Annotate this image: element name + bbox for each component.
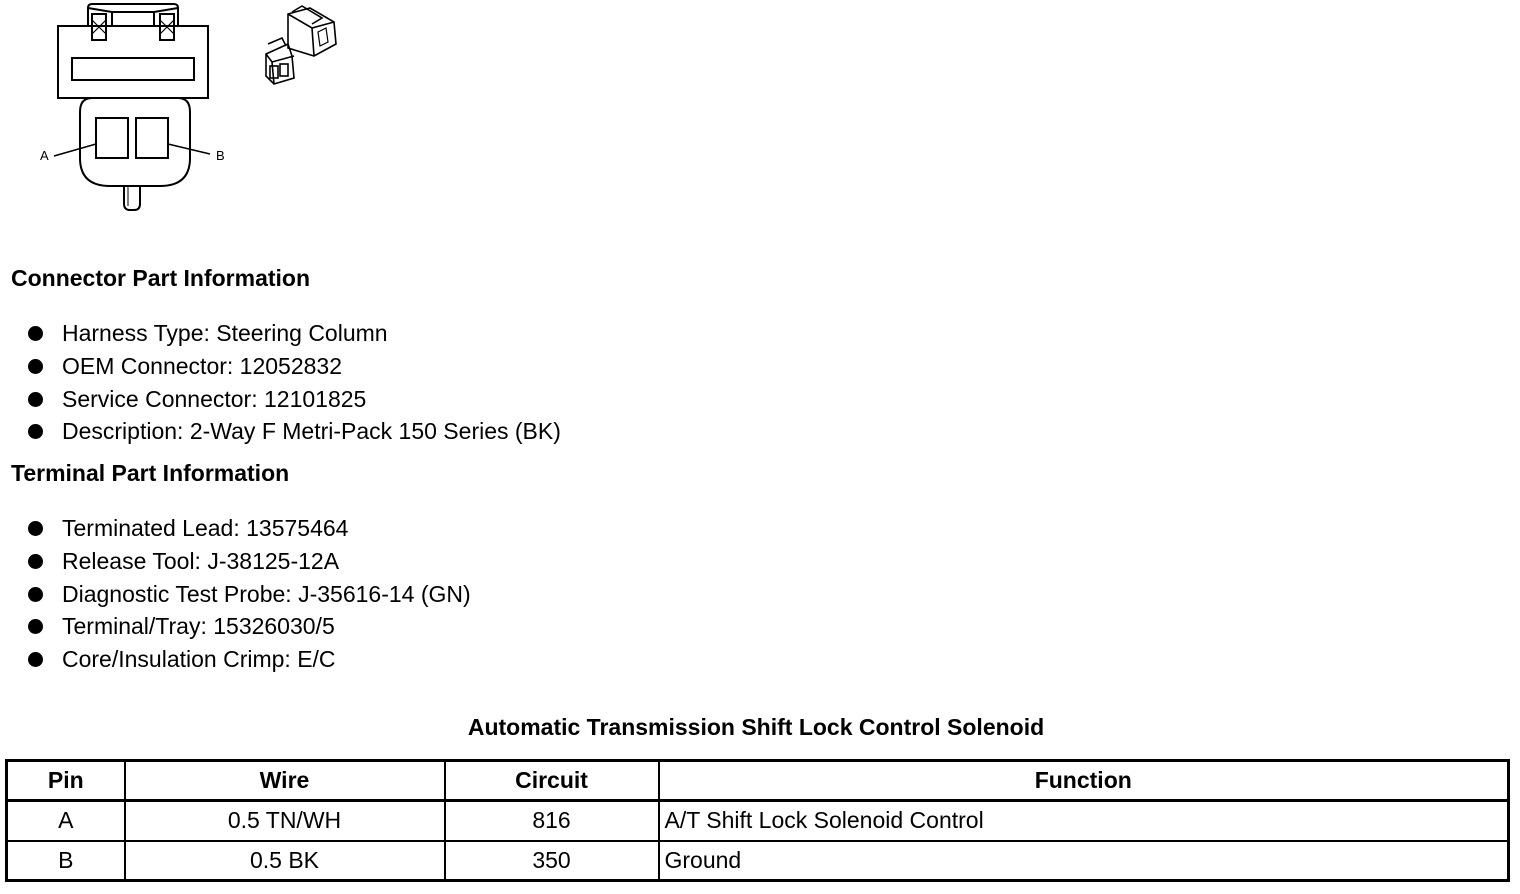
connector-face-diagram [30,0,240,215]
bullet-icon [28,424,43,439]
bullet-icon [28,359,43,374]
cell-function: A/T Shift Lock Solenoid Control [659,801,1509,841]
bullet-icon [28,652,43,667]
column-header-function: Function [659,761,1509,801]
list-item: Description: 2-Way F Metri-Pack 150 Series (BK) [28,415,561,448]
list-item: Core/Insulation Crimp: E/C [28,643,471,676]
bullet-icon [28,619,43,634]
connector-info-heading: Connector Part Information [11,265,311,291]
table-row [7,801,1509,841]
pin-table [5,759,1510,882]
column-header-circuit: Circuit [445,761,659,801]
bullet-icon [28,392,43,407]
cell-wire: 0.5 BK [125,841,445,881]
cell-circuit: 816 [445,801,659,841]
list-item: Service Connector: 12101825 [28,383,561,416]
table-title: Automatic Transmission Shift Lock Control Solenoid [467,714,1045,740]
column-header-pin: Pin [7,761,125,801]
list-item: Harness Type: Steering Column [28,317,561,350]
list-item: Release Tool: J-38125-12A [28,545,471,578]
terminal-info-list [28,512,471,676]
cell-function: Ground [659,841,1509,881]
bullet-icon [28,521,43,536]
list-item: Terminated Lead: 13575464 [28,512,471,545]
list-item: OEM Connector: 12052832 [28,350,561,383]
column-header-wire: Wire [125,761,445,801]
pin-b-label: B [216,148,225,163]
bullet-icon [28,587,43,602]
cell-wire: 0.5 TN/WH [125,801,445,841]
cell-circuit: 350 [445,841,659,881]
cell-pin: A [7,801,125,841]
table-row [7,841,1509,881]
pin-a-label: A [40,148,49,163]
terminal-info-heading: Terminal Part Information [11,460,290,486]
table-header-row [7,761,1509,801]
list-item: Diagnostic Test Probe: J-35616-14 (GN) [28,578,471,611]
list-item: Terminal/Tray: 15326030/5 [28,610,471,643]
bullet-icon [28,554,43,569]
cell-pin: B [7,841,125,881]
connector-info-list [28,317,561,448]
bullet-icon [28,326,43,341]
connector-isometric-diagram [258,4,348,88]
